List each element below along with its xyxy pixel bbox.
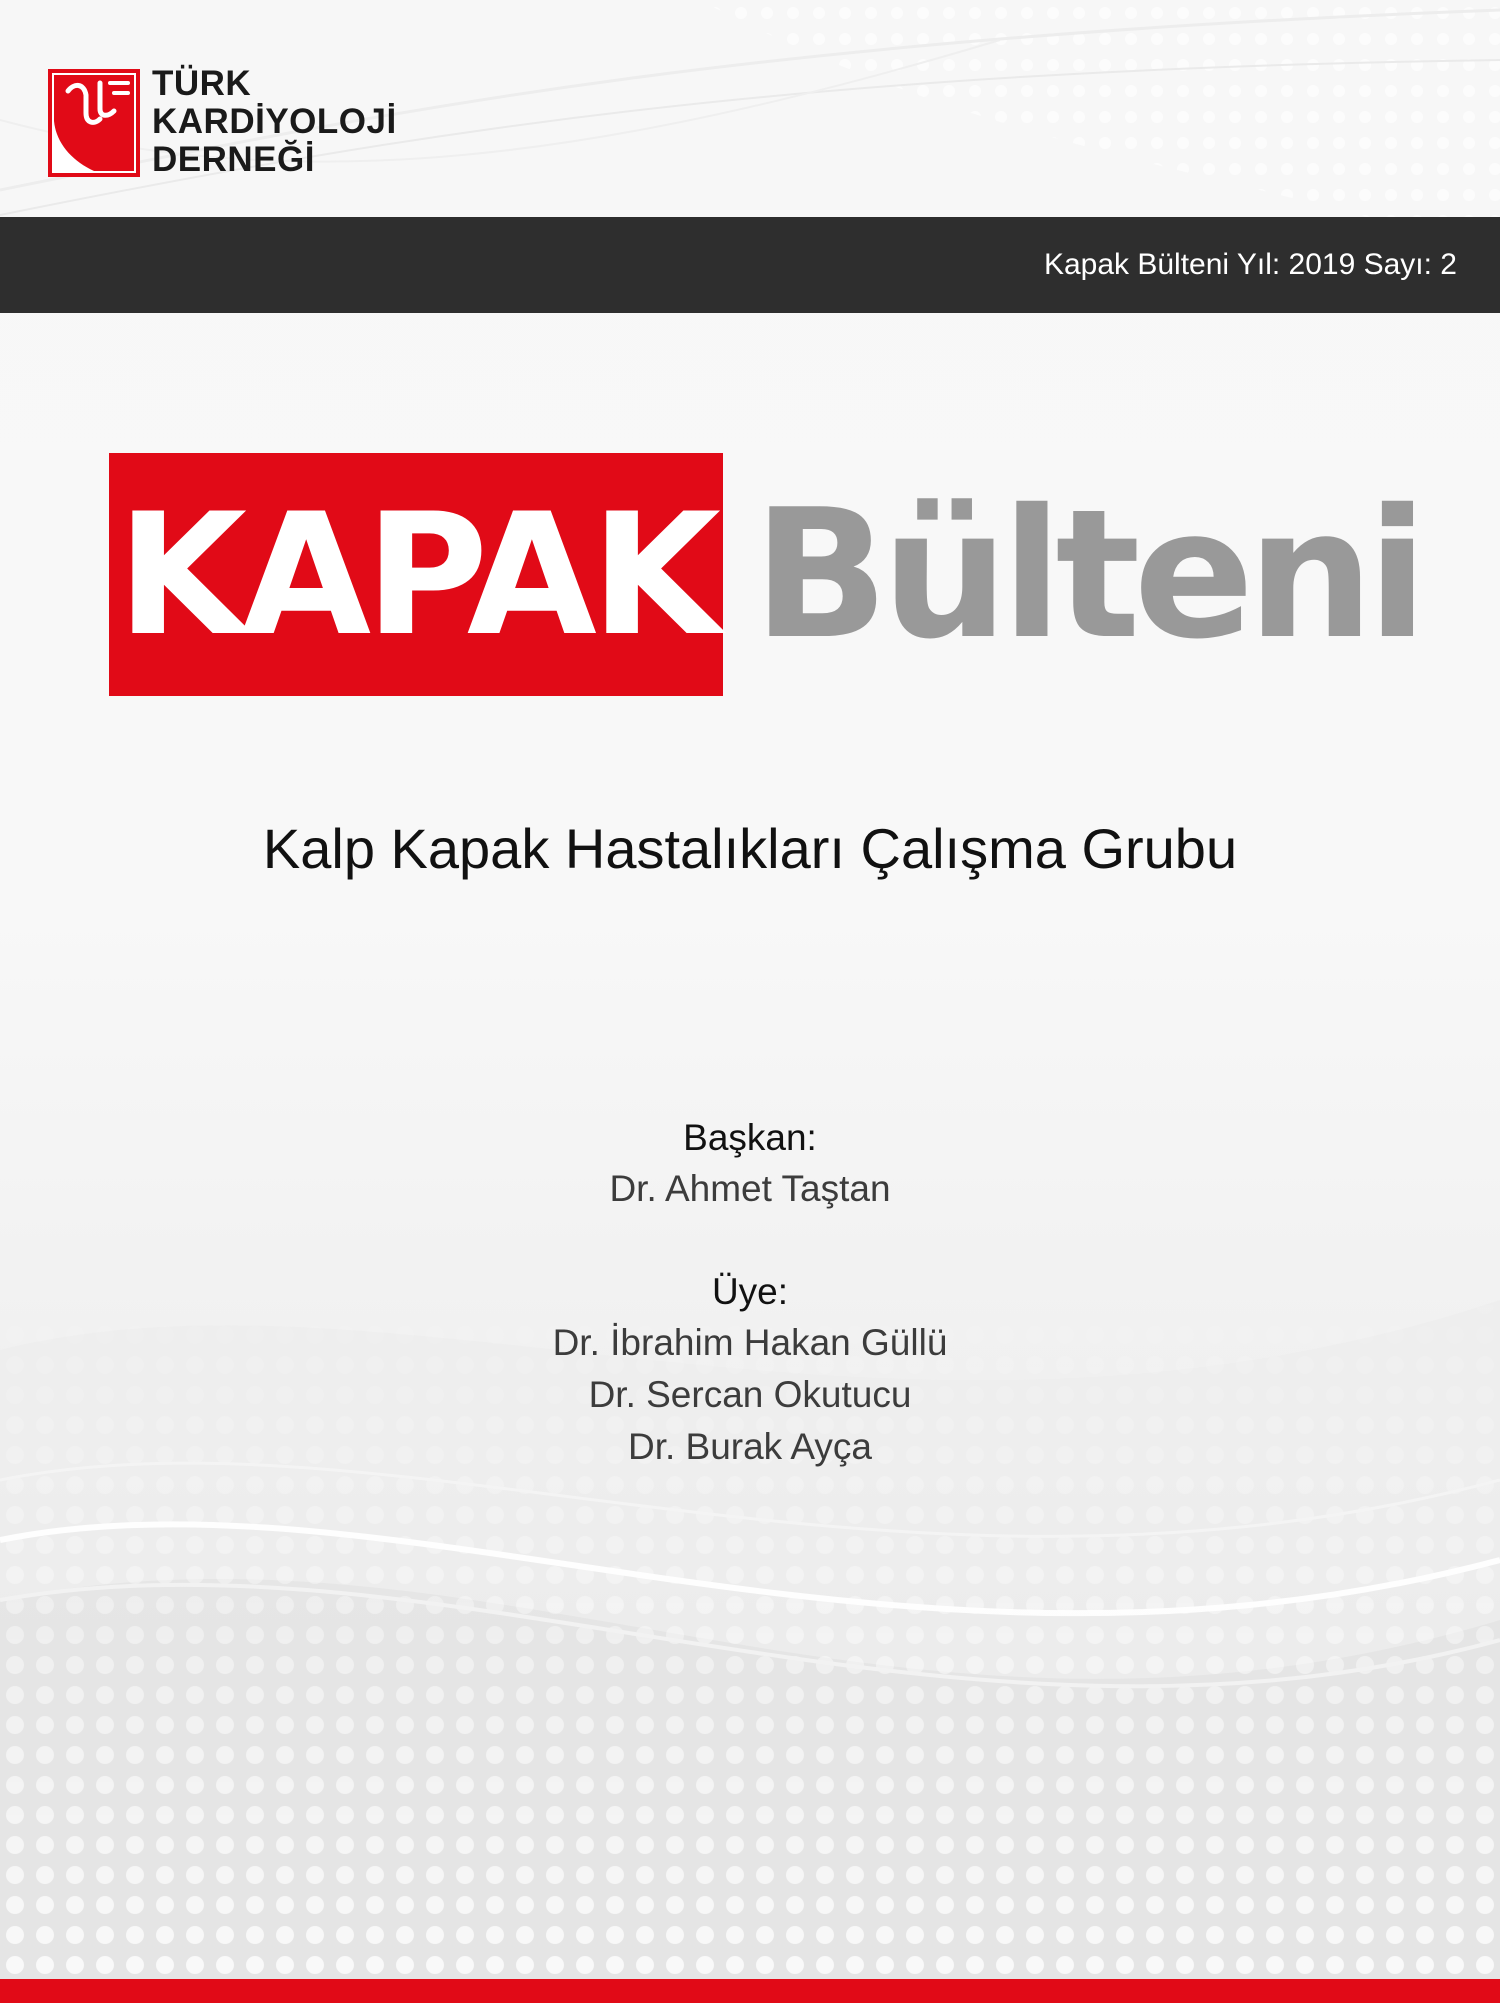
logo-line-2: KARDİYOLOJİ bbox=[152, 102, 397, 141]
member-name: Dr. Sercan Okutucu bbox=[588, 1374, 912, 1415]
member-name: Dr. Burak Ayça bbox=[627, 1426, 873, 1467]
logo-line-3: DERNEĞİ bbox=[152, 140, 315, 179]
heart-logo-icon bbox=[48, 69, 140, 177]
member-name: Dr. İbrahim Hakan Güllü bbox=[552, 1322, 948, 1363]
chair-name: Dr. Ahmet Taştan bbox=[609, 1168, 891, 1209]
logo-line-1: TÜRK bbox=[152, 64, 252, 103]
bottom-accent-bar bbox=[0, 1979, 1500, 2003]
title-red-word: KAPAK bbox=[116, 476, 716, 673]
title-grey-word: Bülteni bbox=[753, 470, 1421, 678]
committee-list bbox=[0, 1113, 1500, 1473]
members-label: Üye: bbox=[711, 1271, 789, 1312]
chair-label: Başkan: bbox=[683, 1117, 817, 1158]
issue-label: Kapak Bülteni Yıl: 2019 Sayı: 2 bbox=[1043, 248, 1457, 281]
issue-header-bar bbox=[0, 217, 1500, 313]
working-group-title: Kalp Kapak Hastalıkları Çalışma Grubu bbox=[262, 817, 1238, 880]
bulletin-title bbox=[109, 453, 1421, 696]
